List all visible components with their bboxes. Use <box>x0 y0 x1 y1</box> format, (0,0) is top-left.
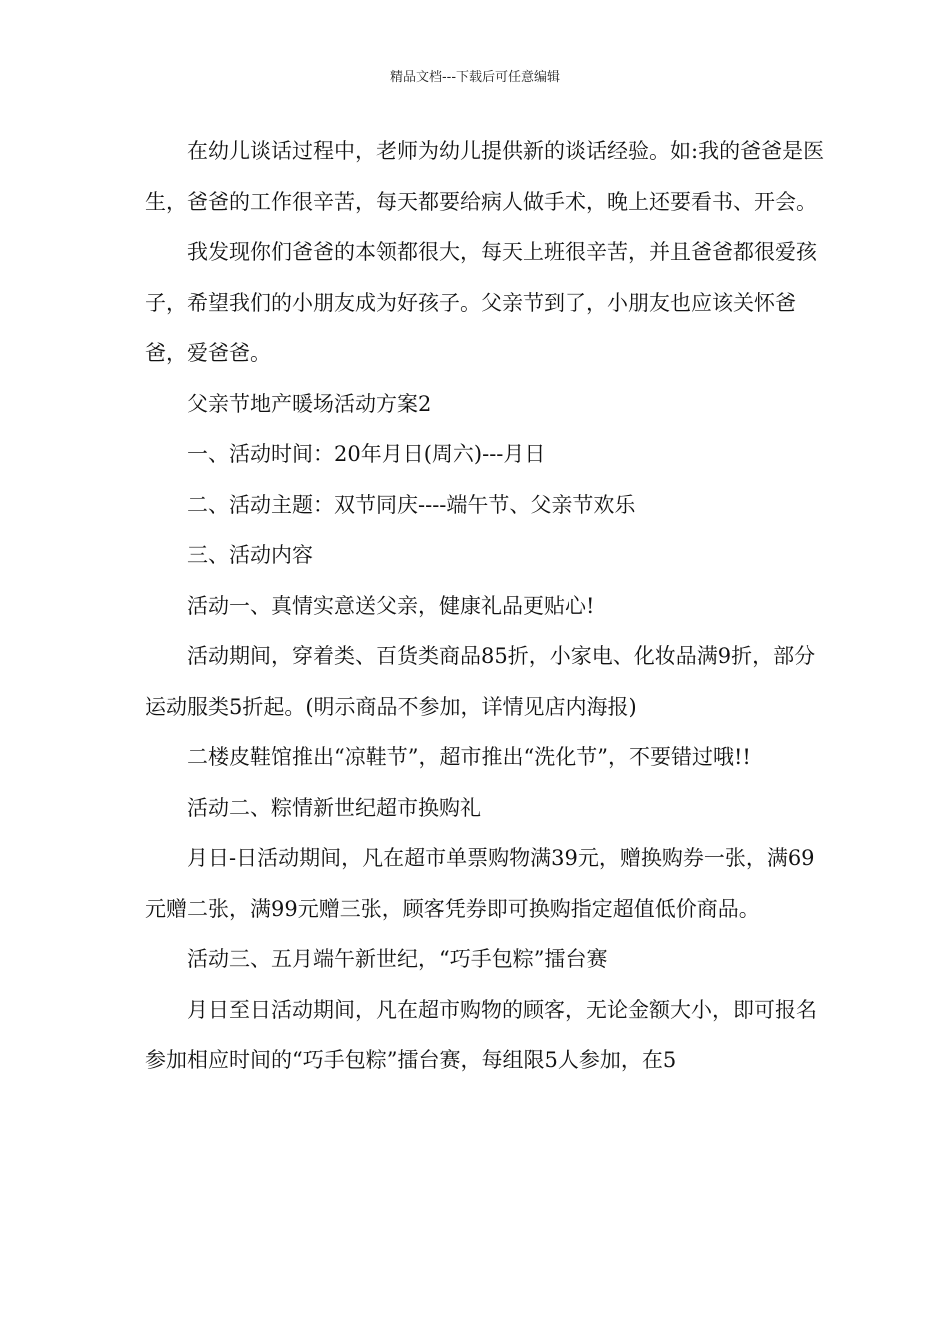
document-body <box>145 126 825 1086</box>
activity-content-heading: 三、活动内容 <box>187 543 313 567</box>
activity-time: 一、活动时间：20年月日(周六)---月日 <box>187 442 546 466</box>
page-header: 精品文档---下载后可任意编辑 <box>389 70 561 85</box>
activity-two-details: 月日-日活动期间，凡在超市单票购物满39元，赠换购券一张，满69元赠二张，满99元赠三张，顾客凭券即可换购指定超值低价商品。 <box>145 846 815 921</box>
activity-three-heading: 活动三、五月端午新世纪，“巧手包粽”擂台赛 <box>187 947 608 971</box>
activity-two-heading: 活动二、粽情新世纪超市换购礼 <box>187 795 481 820</box>
paragraph-1: 在幼儿谈话过程中，老师为幼儿提供新的谈话经验。如:我的爸爸是医生，爸爸的工作很辛苦，每天都要给病人做手术，晚上还要看书、开会。 <box>145 139 825 214</box>
activity-three-details: 月日至日活动期间，凡在超市购物的顾客，无论金额大小，即可报名参加相应时间的“巧手包粽”擂台赛，每组限5人参加，在5 <box>145 997 817 1072</box>
section-title: 父亲节地产暖场活动方案2 <box>187 391 432 416</box>
activity-one-details: 活动期间，穿着类、百货类商品85折，小家电、化妆品满9折，部分运动服类5折起。(明示商品不参加，详情见店内海报) <box>145 644 816 719</box>
activity-theme: 二、活动主题：双节同庆----端午节、父亲节欢乐 <box>187 492 636 517</box>
activity-one-heading: 活动一、真情实意送父亲，健康礼品更贴心! <box>187 593 595 618</box>
paragraph-2: 我发现你们爸爸的本领都很大，每天上班很辛苦，并且爸爸都很爱孩子，希望我们的小朋友成为好孩子。父亲节到了，小朋友也应该关怀爸爸，爱爸爸。 <box>145 240 817 365</box>
activity-one-extra: 二楼皮鞋馆推出“凉鞋节”，超市推出“洗化节”，不要错过哦!! <box>187 745 751 769</box>
